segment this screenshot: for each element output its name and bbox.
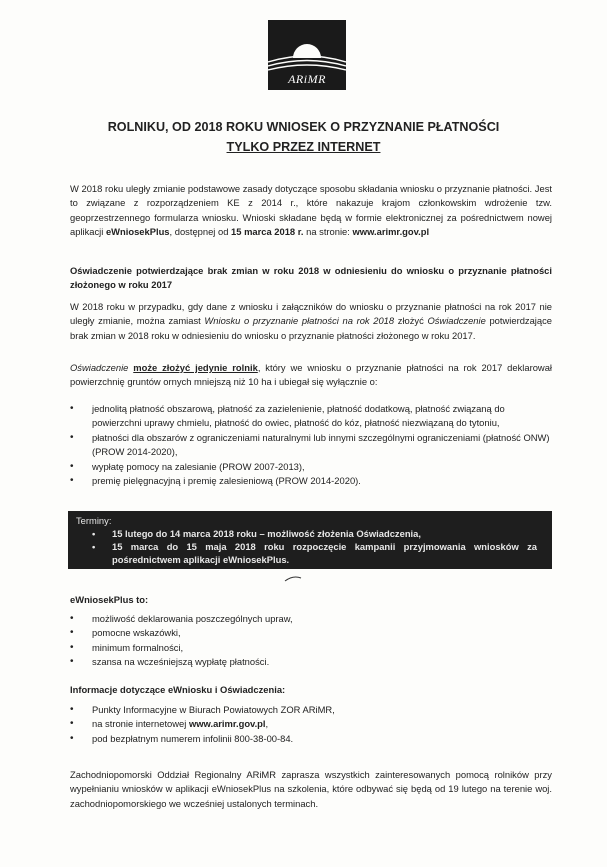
declaration-heading: Oświadczenie potwierdzające brak zmian w roku 2018 w odniesieniu do wniosku o przyznanie płatności złożonego w roku 2017 [70,265,552,291]
info-heading: Informacje dotyczące eWniosku i Oświadczenia: [70,684,286,695]
ewniosek-heading: eWniosekPlus to: [70,594,149,605]
list-item: • na stronie internetowej www.arimr.gov.pl, [70,717,552,731]
list-item: • premię pielęgnacyjną i premię zalesieniową (PROW 2014-2020). [70,474,552,488]
list-item: • jednolitą płatność obszarową, płatność za zazielenienie, płatność dodatkową, płatność związaną do powierzchni uprawy chmielu, płatność do owiec, płatność do kóz, płatność niezwiązaną do tytoniu, [70,402,552,431]
list-item: • minimum formalności, [70,641,552,655]
stray-mark-icon [283,575,303,583]
info-list [70,703,552,746]
list-item: • wypłatę pomocy na zalesianie (PROW 2007-2013), [70,460,552,474]
list-item: • pod bezpłatnym numerem infolinii 800-38-00-84. [70,732,552,746]
list-item: • płatności dla obszarów z ograniczeniami naturalnymi lub innymi szczególnymi ograniczeniami (płatność ONW) (PROW 2014-2020), [70,431,552,460]
declaration-paragraph: W 2018 roku w przypadku, gdy dane z wniosku i załączników do wniosku o przyznanie płatności na rok 2017 nie uległy zmianie, można zamiast Wniosku o przyznanie płatności na rok 2018 złożyć Oświadczenie potwierdzające brak zmian w 2018 roku w odniesieniu do wniosku o przyznanie płatności złożonego w roku 2017. [70,301,553,341]
logo-text: ARiMR [288,72,326,86]
terms-box [68,511,552,569]
ewniosek-list [70,612,552,670]
arimr-link[interactable]: www.arimr.gov.pl [188,718,266,730]
payments-list [70,402,552,488]
list-item: • 15 lutego do 14 marca 2018 roku – możliwość złożenia Oświadczenia, [92,527,537,540]
list-item: • 15 marca do 15 maja 2018 roku rozpoczęcie kampanii przyjmowania wniosków za pośrednictwem aplikacji eWniosekPlus. [92,540,537,566]
page-subtitle: TYLKO PRZEZ INTERNET [226,140,381,154]
terms-heading: Terminy: [76,515,112,526]
page-title: ROLNIKU, OD 2018 ROKU WNIOSEK O PRZYZNANIE PŁATNOŚCI [107,120,500,134]
declaration-eligibility: Oświadczenie może złożyć jedynie rolnik, który we wniosku o przyznanie płatności na rok 2017 deklarował powierzchnię gruntów ornych mniejszą niż 10 ha i ubiegał się wyłącznie o: [70,362,552,388]
closing-paragraph: Zachodniopomorski Oddział Regionalny ARiMR zaprasza wszystkich zainteresowanych pomocą rolników przy wypełnianiu wniosków w aplikacji eWniosekPlus na szkolenia, które odbywać się będą od 19 lutego na terenie woj. zachodniopomorskiego we wcześniej ustalonych terminach. [70,769,552,809]
list-item: • Punkty Informacyjne w Biurach Powiatowych ZOR ARiMR, [70,703,552,717]
arimr-link[interactable]: www.arimr.gov.pl [352,226,430,238]
list-item: • pomocne wskazówki, [70,626,552,640]
list-item: • szansa na wcześniejszą wypłatę płatności. [70,655,552,669]
intro-paragraph: W 2018 roku uległy zmianie podstawowe zasady dotyczące sposobu składania wniosku o przyznanie płatności. Jest to związane z rozporządzeniem KE z 2014 r., które nakazuje krajom członkowskim wdrożenie tzw. geoprzestrzennego formularza wniosku. Wnioski składane będą w formie elektronicznej za pośrednictwem nowej aplikacji eWniosekPlus, dostępnej od 15 marca 2018 r. na stronie: www.arimr.gov.pl [70,183,552,238]
list-item: • możliwość deklarowania poszczególnych upraw, [70,612,552,626]
